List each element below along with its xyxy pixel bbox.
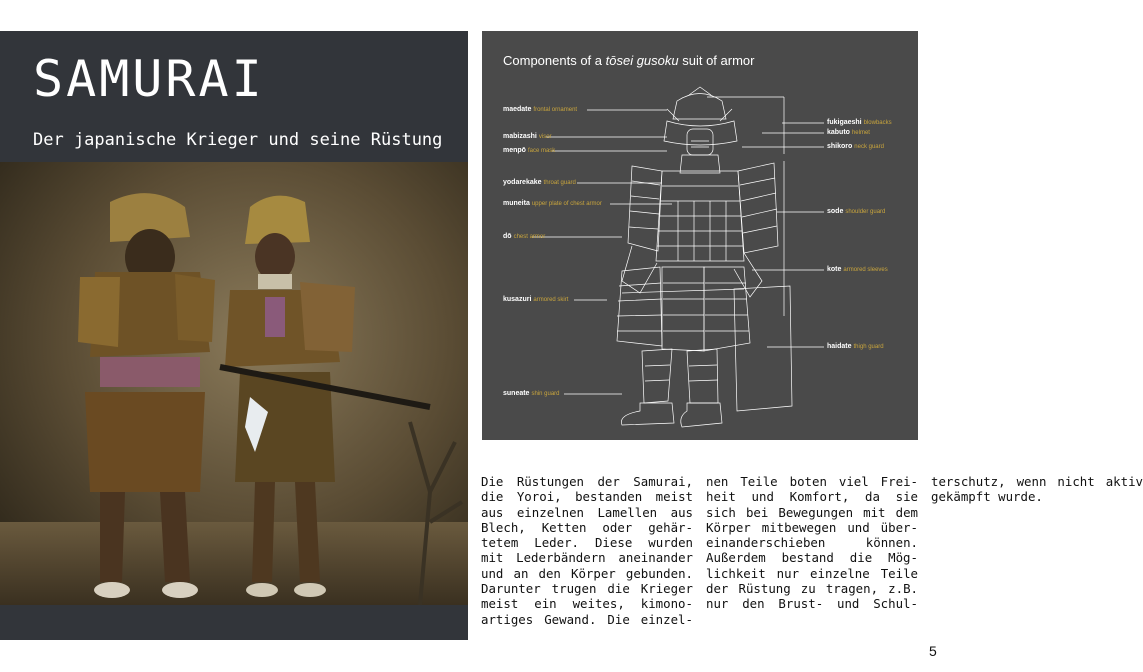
body-text: [481, 474, 1143, 640]
label-kusazuri: kusazuri armored skirt: [503, 296, 569, 303]
diagram-title: Components of a tōsei gusoku suit of armor: [503, 53, 755, 68]
armor-line-drawing: [482, 31, 918, 440]
label-maedate: maedate frontal ornament: [503, 106, 578, 113]
label-menpo: menpō face mask: [503, 147, 556, 154]
label-kote: kote armored sleeves: [827, 266, 888, 273]
label-mabizashi: mabizashi visor: [503, 133, 552, 140]
label-shikoro: shikoro neck guard: [827, 143, 884, 150]
label-kabuto: kabuto helmet: [827, 129, 870, 136]
label-yodarekake: yodarekake throat guard: [503, 179, 576, 186]
page-number: 5: [929, 643, 937, 659]
page-subtitle: Der japanische Krieger und seine Rüstung: [33, 130, 443, 150]
label-haidate: haidate thigh guard: [827, 343, 884, 350]
samurai-photo: [0, 162, 468, 605]
label-do: dō chest armor: [503, 233, 546, 240]
page-title: SAMURAI: [33, 50, 265, 108]
label-fukigaeshi: fukigaeshi blowbacks: [827, 119, 892, 126]
body-paragraph: Die Rüstungen der Samurai, die Yoroi, bestanden meist aus einzelnen Lamellen aus Blech, Ketten oder gehärtetem Leder. Diese wurden mit Lederbändern aneinander und an den Körper gebunden. Darunter trugen die Krieger meist ein weites, kimonoartiges Gewand. Die einzelnen Teile boten viel Freiheit und Komfort, da sie sich bei Bewegungen mit dem Körper mitbewegen und übereinanderschieben können. Außerdem bestand die Möglichkeit nur einzelne Teile der Rüstung zu tragen, z.B. nur den Brust- und Schulterschutz, wenn nicht aktiv gekämpft wurde.: [481, 474, 1143, 627]
label-muneita: muneita upper plate of chest armor: [503, 200, 602, 207]
armor-diagram-panel: [482, 31, 918, 440]
label-sode: sode shoulder guard: [827, 208, 886, 215]
label-suneate: suneate shin guard: [503, 390, 560, 397]
